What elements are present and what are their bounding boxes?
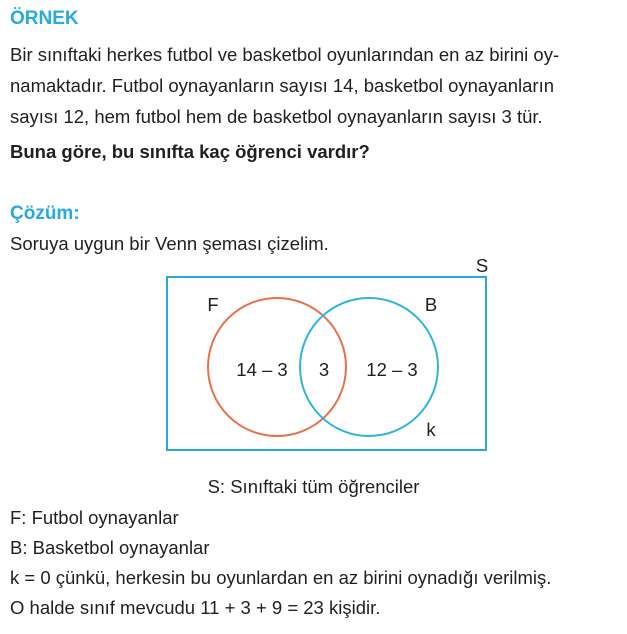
intersection-value: 3 xyxy=(318,359,330,380)
set-f-label: F xyxy=(207,294,219,315)
only-f-value: 14 – 3 xyxy=(236,359,288,380)
universe-label: S xyxy=(475,255,489,276)
example-heading: ÖRNEK xyxy=(10,8,79,29)
set-b-label: B xyxy=(424,294,438,315)
outside-k-label: k xyxy=(426,419,436,440)
problem-question: Buna göre, bu sınıfta kaç öğrenci vardır? xyxy=(10,141,370,162)
legend-b: B: Basketbol oynayanlar xyxy=(10,537,210,558)
venn-caption: S: Sınıftaki tüm öğrenciler xyxy=(207,476,420,497)
solution-heading: Çözüm: xyxy=(10,203,80,224)
solution-intro: Soruya uygun bir Venn şeması çizelim. xyxy=(10,233,329,254)
problem-line-2: namaktadır. Futbol oynayanların sayısı 14, basketbol oynayanların xyxy=(10,75,555,96)
problem-line-3: sayısı 12, hem futbol hem de basketbol oynayanların sayısı 3 tür. xyxy=(10,106,543,127)
only-b-value: 12 – 3 xyxy=(366,359,418,380)
legend-f: F: Futbol oynayanlar xyxy=(10,507,179,528)
problem-line-1: Bir sınıftaki herkes futbol ve basketbol oyunlarından en az birini oy- xyxy=(10,44,560,65)
final-answer: O halde sınıf mevcudu 11 + 3 + 9 = 23 kişidir. xyxy=(10,597,381,618)
explanation-k: k = 0 çünkü, herkesin bu oyunlardan en az birini oynadığı verilmiş. xyxy=(10,567,552,588)
